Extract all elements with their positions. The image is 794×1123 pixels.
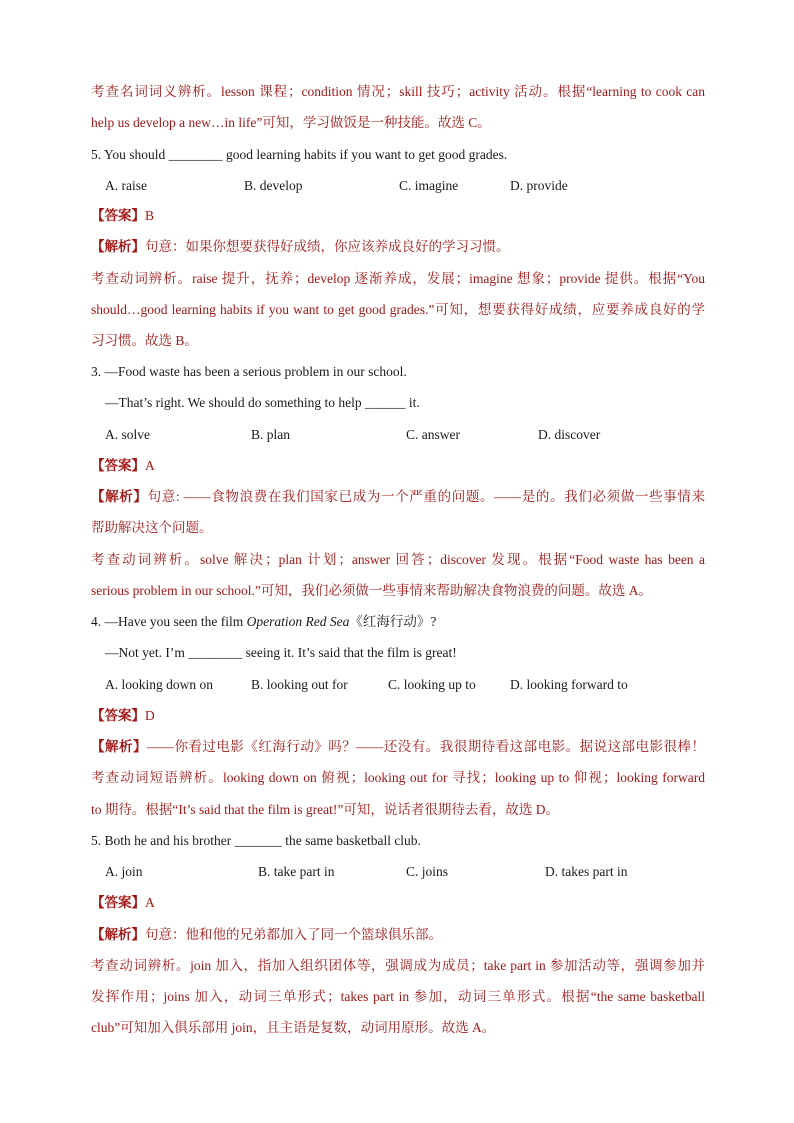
options-row: [105, 176, 705, 196]
analysis-text: 句意: ——食物浪费在我们国家已成为一个严重的问题。——是的。我们必须做一些事情来: [147, 489, 706, 504]
analysis-text: 句意：如果你想要获得好成绩，你应该养成良好的学习习惯。: [145, 239, 510, 254]
question-stem: —That’s right. We should do something to help ______ it.: [105, 395, 420, 410]
explanation-line: should…good learning habits if you want to get good grades.”可知，想要获得好成绩，应要养成良好的学: [91, 302, 705, 317]
explanation-line: club”可知加入俱乐部用 join，且主语是复数，动词用原形。故选 A。: [91, 1020, 496, 1035]
question-stem: —Not yet. I’m ________ seeing it. It’s said that the film is great!: [105, 645, 457, 660]
analysis-text: 帮助解决这个问题。: [91, 520, 213, 535]
analysis-label: 【解析】: [91, 489, 148, 504]
option-c: C. imagine: [399, 178, 459, 193]
option-c: C. looking up to: [388, 677, 476, 692]
answer-line: [91, 893, 705, 913]
analysis-line: [91, 737, 705, 757]
option-a: A. raise: [105, 178, 147, 193]
question-stem: 5. Both he and his brother _______ the same basketball club.: [91, 833, 421, 848]
option-b: B. looking out for: [251, 677, 348, 692]
analysis-text: 句意：他和他的兄弟都加入了同一个篮球俱乐部。: [145, 927, 442, 942]
analysis-text: ——你看过电影《红海行动》吗？——还没有。我很期待看这部电影。据说这部电影很棒！: [146, 739, 706, 754]
question-stem: [91, 612, 705, 632]
explanation-line: 考查动词辨析。raise 提升，抚养；develop 逐渐养成，发展；imagine 想象；provide 提供。根据“You: [91, 271, 705, 286]
analysis-label: 【解析】: [91, 239, 145, 254]
option-d: D. provide: [510, 178, 568, 193]
answer-value: A: [145, 895, 155, 910]
explanation-line: 考查动词辨析。solve 解决；plan 计划；answer 回答；discover 发现。根据“Food waste has been a: [91, 552, 705, 567]
option-b: B. develop: [244, 178, 303, 193]
answer-label: 【答案】: [91, 708, 145, 723]
stem-text: 4. —Have you seen the film: [91, 614, 247, 629]
answer-line: [91, 706, 705, 726]
explanation-line: help us develop a new…in life”可知，学习做饭是一种技能。故选 C。: [91, 115, 491, 130]
option-b: B. take part in: [258, 864, 335, 879]
option-d: D. discover: [538, 427, 601, 442]
question-stem: 3. —Food waste has been a serious problem in our school.: [91, 364, 407, 379]
answer-value: D: [145, 708, 155, 723]
analysis-line: [91, 237, 705, 257]
analysis-label: 【解析】: [91, 927, 145, 942]
option-a: A. solve: [105, 427, 150, 442]
answer-value: A: [145, 458, 155, 473]
explanation-line: 习习惯。故选 B。: [91, 333, 198, 348]
answer-line: [91, 456, 705, 476]
option-c: C. answer: [406, 427, 460, 442]
option-a: A. join: [105, 864, 143, 879]
answer-label: 【答案】: [91, 458, 145, 473]
answer-label: 【答案】: [91, 208, 145, 223]
option-d: D. takes part in: [545, 864, 628, 879]
explanation-line: 考查动词短语辨析。looking down on 俯视；looking out for 寻找；looking up to 仰视；looking forward: [91, 770, 705, 785]
option-b: B. plan: [251, 427, 290, 442]
options-row: [105, 425, 705, 445]
explanation-line: 发挥作用；joins 加入，动词三单形式；takes part in 参加，动词三单形式。根据“the same basketball: [91, 989, 705, 1004]
option-a: A. looking down on: [105, 677, 213, 692]
film-title: Operation Red Sea: [246, 614, 350, 629]
analysis-line: [91, 487, 705, 507]
answer-line: [91, 206, 705, 226]
stem-text: 《红海行动》?: [349, 614, 437, 629]
explanation-line: serious problem in our school.”可知，我们必须做一些事情来帮助解决食物浪费的问题。故选 A。: [91, 583, 652, 598]
answer-value: B: [145, 208, 155, 223]
question-stem: 5. You should ________ good learning habits if you want to get good grades.: [91, 147, 508, 162]
analysis-label: 【解析】: [91, 739, 147, 754]
option-d: D. looking forward to: [510, 677, 628, 692]
explanation-line: 考查动词辨析。join 加入，指加入组织团体等，强调成为成员；take part in 参加活动等，强调参加并: [91, 958, 705, 973]
answer-label: 【答案】: [91, 895, 145, 910]
analysis-line: [91, 925, 705, 945]
options-row: [105, 675, 705, 695]
option-c: C. joins: [406, 864, 449, 879]
explanation-line: to 期待。根据“It’s said that the film is great!”可知，说话者很期待去看，故选 D。: [91, 802, 559, 817]
explanation-line: 考查名词词义辨析。lesson 课程；condition 情况；skill 技巧；activity 活动。根据“learning to cook can: [91, 84, 705, 99]
options-row: [105, 862, 705, 882]
